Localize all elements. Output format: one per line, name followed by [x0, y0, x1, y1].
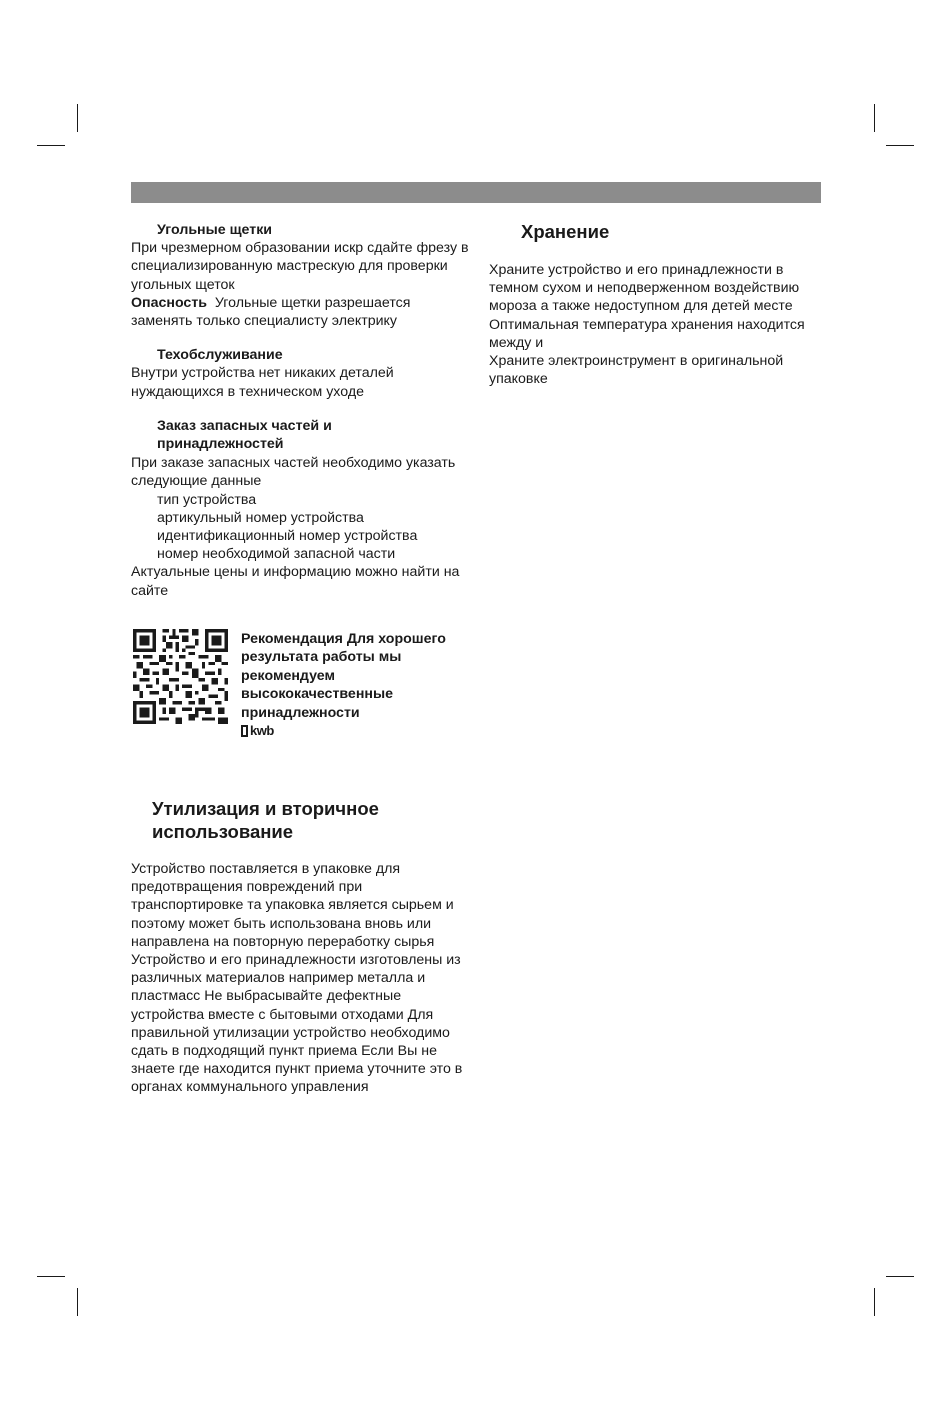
disposal-heading: Утилизация и вторичное использование [152, 798, 379, 842]
kwb-brand: kwb [250, 723, 274, 739]
maintenance-text: Внутри устройства нет никаких деталей нуждающихся в техническом уходе [131, 365, 394, 400]
spare-parts-outro: Актуальные цены и информацию можно найти на сайте [131, 564, 460, 599]
left-column [131, 221, 471, 600]
spare-parts-heading-line1: Заказ запасных частей и [157, 417, 332, 434]
carbon-brushes-heading: Угольные щетки [157, 222, 273, 238]
section-header-bar [131, 182, 821, 203]
crop-mark [886, 145, 914, 146]
spare-parts-heading-line2: принадлежностей [157, 436, 284, 453]
disposal-text: Устройство поставляется в упаковке для предотвращения повреждений при транспортировке та упаковка является сырьем и поэтому может быть использована вновь или направлена на повторную переработку сырья Устройство и его принадлежности изготовлены из различных материалов например металла и пластмасс Не выбрасывайте дефектные устройства вместе с бытовыми отходами Для правильной утилизации устройство необходимо сдать в подходящий пункт приема Если Вы не знаете где находится пункт приема уточните это в органах коммунального управления [131, 861, 463, 1096]
qr-code-icon [133, 629, 228, 724]
carbon-brushes-text: При чрезмерном образовании искр сдайте фрезу в специализированную мастрескую для проверки угольных щеток [131, 240, 469, 293]
storage-column [489, 261, 829, 388]
storage-heading: Хранение [521, 221, 610, 242]
spare-parts-item: артикульный номер устройства [157, 509, 364, 526]
crop-mark [37, 145, 65, 146]
spare-parts-item: тип устройства [157, 491, 257, 508]
danger-text: Угольные щетки разрешается заменять только специалисту электрику [131, 294, 411, 330]
recommendation-body: Рекомендация Для хорошего результата работы мы рекомендуем высококачественные принадлежности [241, 631, 446, 721]
maintenance-heading: Техобслуживание [157, 347, 283, 364]
recommendation-text [241, 630, 471, 743]
crop-mark [77, 1288, 78, 1316]
crop-mark [37, 1276, 65, 1277]
crop-mark [77, 104, 78, 132]
crop-mark [874, 104, 875, 132]
crop-mark [874, 1288, 875, 1316]
recommendation-block [133, 627, 473, 737]
spare-parts-intro: При заказе запасных частей необходимо указать следующие данные [131, 455, 456, 490]
danger-label: Опасность [131, 294, 207, 311]
spare-parts-item: идентификационный номер устройства [157, 528, 418, 545]
spare-parts-item: номер необходимой запасной части [157, 546, 396, 563]
crop-mark [886, 1276, 914, 1277]
storage-text-2: Храните электроинструмент в оригинальной упаковке [489, 353, 784, 388]
kwb-logo [241, 722, 274, 740]
carbon-brushes-danger [131, 294, 471, 330]
storage-text: Храните устройство и его принадлежности в темном сухом и неподверженном воздействию мороза а также недоступном для детей месте Оптимальная температура хранения находится между и [489, 262, 805, 351]
